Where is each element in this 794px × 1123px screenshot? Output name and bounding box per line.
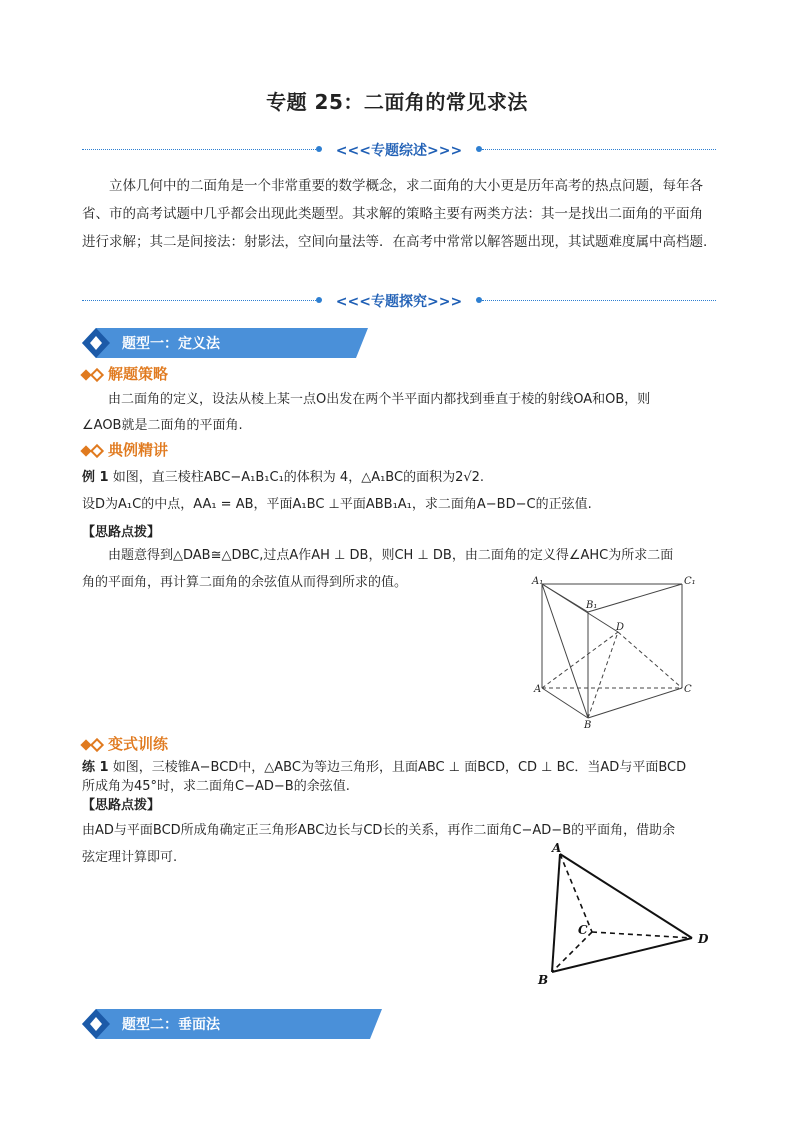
section-header-explore: <<<专题探究>>> — [335, 294, 463, 310]
type1-banner-label: 题型一：定义法 — [122, 336, 220, 352]
example1-hint-label: 【思路点拨】 — [82, 525, 161, 540]
diamond-outline-icon — [90, 367, 104, 381]
practice1-hint-line-1: 由AD与平面BCD所成角确定正三角形ABC边长与CD长的关系，再作二面角C−AD−B的平面角，借助余 — [82, 823, 676, 838]
practice1-line-1 — [82, 758, 716, 778]
label-A1: A₁ — [532, 576, 544, 587]
tetrahedron-figure — [530, 840, 720, 990]
example1-line-1 — [82, 465, 716, 490]
example1-hint-line-2: 角的平面角，再计算二面角的余弦值从而得到所求的值。 — [82, 575, 408, 590]
strategy-line-1: 由二面角的定义，设法从棱上某一点O出发在两个半平面内都找到垂直于棱的射线OA和OB，则 — [108, 392, 651, 407]
strategy-heading-text: 解题策略 — [108, 365, 169, 383]
practice1-hint-label: 【思路点拨】 — [82, 798, 161, 813]
section-header-overview: <<<专题综述>>> — [335, 143, 463, 159]
examples-heading-text: 典例精讲 — [108, 441, 169, 459]
section-divider-explore — [82, 291, 716, 311]
label-C: C — [684, 684, 692, 695]
label-B1: B₁ — [586, 600, 598, 611]
label-B: B — [538, 973, 549, 987]
label-D: D — [698, 932, 709, 946]
practice1-line-2: 所成角为45°时，求二面角C−AD−B的余弦值. — [82, 779, 350, 794]
prism-figure — [530, 572, 700, 732]
type1-banner — [82, 328, 368, 358]
label-C1: C₁ — [684, 576, 696, 587]
example1-hint-line-1: 由题意得到△DAB≅△DBC,过点A作AH ⊥ DB，则CH ⊥ DB，由二面角的定义得∠AHC为所求二面 — [108, 548, 674, 563]
variation-heading — [82, 734, 168, 754]
variation-heading-text: 变式训练 — [108, 735, 169, 753]
type2-banner — [82, 1009, 382, 1039]
practice1-hint-line-2: 弦定理计算即可. — [82, 850, 178, 865]
strategy-line-2: ∠AOB就是二面角的平面角. — [82, 418, 243, 433]
label-B: B — [584, 720, 592, 731]
diamond-outline-icon — [90, 443, 104, 457]
example1-text-1: 如图，直三棱柱ABC−A₁B₁C₁的体积为 4，△A₁BC的面积为2√2. — [112, 470, 485, 485]
page-title: 专题 25：二面角的常见求法 — [266, 90, 528, 114]
diamond-outline-icon — [90, 737, 104, 751]
label-A: A — [534, 684, 542, 695]
intro-paragraph: 立体几何中的二面角是一个非常重要的数学概念，求二面角的大小更是历年高考的热点问题，每年各省、市的高考试题中几乎都会出现此类题型。其求解的策略主要有两类方法：其一是找出二面角的平面角进行求解；其二是间接法：射影法，空间向量法等．在高考中常常以解答题出现，其试题难度属中高档题. — [82, 178, 708, 250]
type2-banner-label: 题型二：垂面法 — [122, 1017, 220, 1033]
label-A: A — [552, 841, 562, 855]
example1-line-2: 设D为A₁C的中点，AA₁ = AB，平面A₁BC ⊥平面ABB₁A₁，求二面角A−BD−C的正弦值. — [82, 497, 592, 512]
examples-heading — [82, 440, 168, 460]
practice1-text-1: 如图，三棱锥A−BCD中，△ABC为等边三角形，且面ABC ⊥ 面BCD，CD ⊥ BC．当AD与平面BCD — [112, 760, 687, 775]
example1-label: 例 1 — [82, 470, 109, 485]
label-D: D — [616, 622, 625, 633]
section-divider-overview — [82, 140, 716, 160]
practice1-label: 练 1 — [82, 760, 109, 775]
label-C: C — [578, 923, 588, 937]
strategy-heading — [82, 364, 168, 384]
